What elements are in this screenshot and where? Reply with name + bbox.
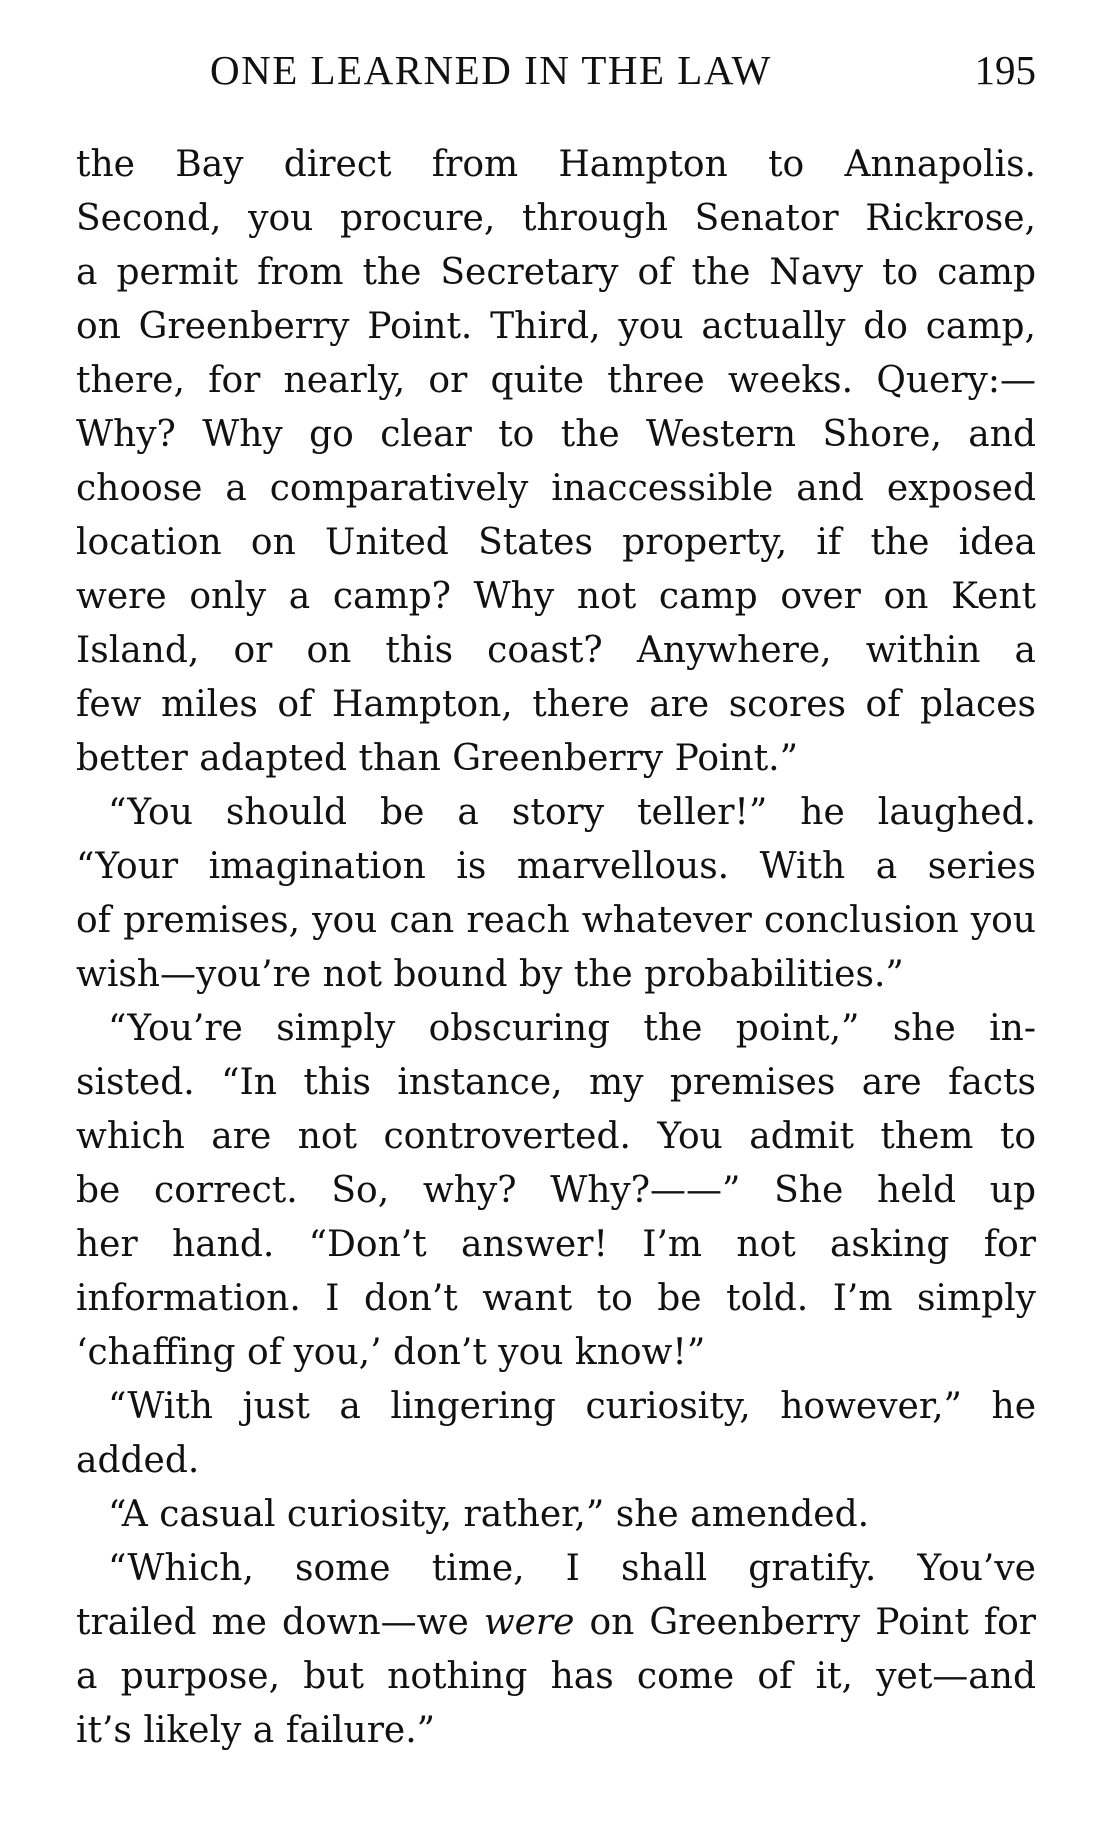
text-line: Island, or on this coast? Anywhere, within a <box>76 630 1036 671</box>
text-line: “You should be a story teller!” he laughed. <box>108 792 1036 833</box>
text-line: which are not controverted. You admit them to <box>76 1116 1036 1157</box>
text-line: location on United States property, if the idea <box>76 522 1036 563</box>
text-line: “A casual curiosity, rather,” she amended. <box>108 1494 870 1535</box>
text-line: sisted. “In this instance, my premises are facts <box>76 1062 1036 1103</box>
page-number: 195 <box>974 47 1036 93</box>
text-line: few miles of Hampton, there are scores of places <box>76 684 1036 725</box>
text-line: the Bay direct from Hampton to Annapolis. <box>76 144 1036 185</box>
text-line: be correct. So, why? Why?——” She held up <box>76 1170 1036 1211</box>
text-line: choose a comparatively inaccessible and exposed <box>76 468 1036 509</box>
text-line: wish—you’re not bound by the probabilities.” <box>76 954 904 995</box>
body-text <box>76 138 1036 1758</box>
text-line: “Which, some time, I shall gratify. You’ve <box>108 1548 1036 1589</box>
text-line: information. I don’t want to be told. I’m simply <box>76 1278 1036 1319</box>
text-line: Why? Why go clear to the Western Shore, and <box>76 414 1036 455</box>
text-line <box>76 1596 1036 1650</box>
text-line: there, for nearly, or quite three weeks. Query:— <box>76 360 1036 401</box>
text-line: ‘chaffing of you,’ don’t you know!” <box>76 1332 706 1373</box>
text-line: “With just a lingering curiosity, however,” he <box>108 1386 1036 1427</box>
text-segment: trailed me down—we <box>76 1602 484 1643</box>
text-line: a purpose, but nothing has come of it, yet—and <box>76 1656 1036 1697</box>
running-head: ONE LEARNED IN THE LAW <box>210 47 772 93</box>
text-line: were only a camp? Why not camp over on Kent <box>76 576 1036 617</box>
text-line: Second, you procure, through Senator Rickrose, <box>76 198 1036 239</box>
text-line: of premises, you can reach whatever conclusion you <box>76 900 1036 941</box>
page-header <box>76 40 1036 100</box>
text-segment: on Greenberry Point for <box>574 1602 1036 1643</box>
text-line: on Greenberry Point. Third, you actually do camp, <box>76 306 1036 347</box>
emphasized-word: were <box>483 1602 575 1643</box>
text-line: better adapted than Greenberry Point.” <box>76 738 799 779</box>
text-line: it’s likely a failure.” <box>76 1710 436 1751</box>
text-line: added. <box>76 1440 200 1481</box>
text-line: her hand. “Don’t answer! I’m not asking for <box>76 1224 1036 1265</box>
text-line: “Your imagination is marvellous. With a series <box>76 846 1036 887</box>
text-line: “You’re simply obscuring the point,” she in- <box>108 1008 1036 1049</box>
text-line: a permit from the Secretary of the Navy to camp <box>76 252 1036 293</box>
